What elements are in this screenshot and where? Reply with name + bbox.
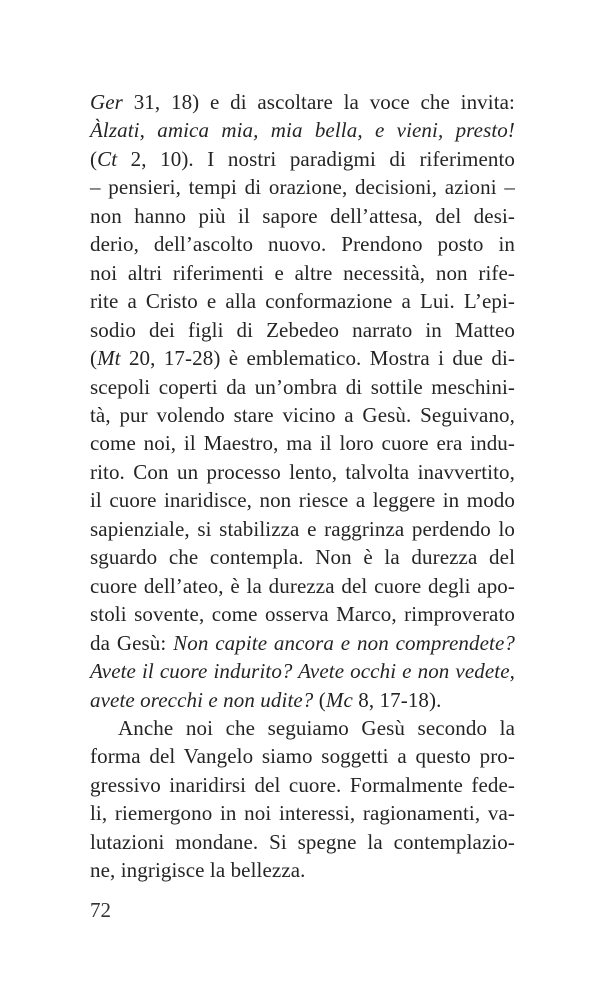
text-line — [90, 88, 515, 116]
text-segment: 2, 10). I nostri paradigmi di riferimento — [117, 146, 515, 171]
text-line — [90, 543, 515, 571]
text-segment: ( — [90, 346, 98, 371]
text-line — [90, 230, 515, 258]
text-line — [90, 259, 515, 287]
text-line — [90, 373, 515, 401]
text-segment: rito. Con un processo lento, talvolta inavvertito, — [90, 459, 515, 484]
text-line — [90, 429, 515, 457]
text-segment: Ct — [97, 146, 118, 171]
text-line — [90, 173, 515, 201]
text-line — [90, 401, 515, 429]
text-segment: gressivo inaridirsi del cuore. Formalmente fede- — [90, 772, 515, 797]
text-segment: ( — [313, 687, 326, 712]
text-segment: avete orecchi e non udite? — [90, 687, 314, 712]
text-segment: lutazioni mondane. Si spegne la contemplazio- — [90, 829, 515, 854]
text-line — [90, 828, 515, 856]
text-segment: sapienziale, si stabilizza e raggrinza perdendo lo — [90, 516, 515, 541]
text-line — [90, 856, 515, 884]
text-line — [90, 344, 515, 372]
text-segment: ne, ingrigisce la bellezza. — [90, 858, 306, 883]
text-segment: cuore dell’ateo, è la durezza del cuore degli apo- — [90, 573, 515, 598]
text-segment: ( — [90, 146, 98, 171]
text-segment: Mt — [97, 346, 121, 371]
text-segment: sodio dei figli di Zebedeo narrato in Matteo — [90, 317, 515, 342]
text-segment: sguardo che contempla. Non è la durezza del — [90, 545, 515, 570]
text-line — [90, 799, 515, 827]
text-segment: noi altri riferimenti e altre necessità, non rife- — [90, 260, 515, 285]
text-segment: li, riemergono in noi interessi, ragionamenti, va- — [90, 801, 515, 826]
text-line — [90, 572, 515, 600]
text-segment: come noi, il Maestro, ma il loro cuore era indu- — [90, 431, 515, 456]
text-segment: Anche noi che seguiamo Gesù secondo la — [118, 715, 515, 740]
text-line — [90, 600, 515, 628]
text-segment: il cuore inaridisce, non riesce a leggere in modo — [90, 488, 515, 513]
text-line — [90, 145, 515, 173]
text-segment: Non capite ancora e non comprendete? — [173, 630, 515, 655]
text-segment: 8, 17-18). — [352, 687, 442, 712]
text-line — [90, 287, 515, 315]
text-block — [90, 88, 515, 885]
text-segment: non hanno più il sapore dell’attesa, del desi- — [90, 203, 515, 228]
text-segment: Àlzati, amica mia, mia bella, e vieni, presto! — [90, 118, 515, 143]
text-segment: da Gesù: — [90, 630, 174, 655]
text-line — [90, 771, 515, 799]
text-line — [90, 316, 515, 344]
text-line — [90, 686, 515, 714]
page-number: 72 — [90, 898, 111, 922]
text-segment: derio, dell’ascolto nuovo. Prendono posto in — [90, 232, 515, 257]
text-segment: rite a Cristo e alla conformazione a Lui. L’epi- — [90, 289, 515, 314]
text-segment: 31, 18) e di ascoltare la voce che invita: — [122, 90, 515, 114]
text-segment: Mc — [325, 687, 353, 712]
text-segment: 20, 17-28) è emblematico. Mostra i due di- — [120, 346, 515, 371]
text-line — [90, 742, 515, 770]
text-line — [90, 629, 515, 657]
text-segment: Ger — [90, 90, 123, 114]
text-line — [90, 657, 515, 685]
text-line — [90, 202, 515, 230]
text-segment: forma del Vangelo siamo soggetti a questo pro- — [90, 744, 515, 769]
text-segment: tà, pur volendo stare vicino a Gesù. Seguivano, — [90, 402, 515, 427]
text-line — [90, 116, 515, 144]
text-segment: Avete il cuore indurito? Avete occhi e non vedete, — [90, 659, 515, 684]
text-line — [90, 458, 515, 486]
text-line — [90, 714, 515, 742]
text-line — [90, 515, 515, 543]
text-segment: – pensieri, tempi di orazione, decisioni, azioni – — [90, 175, 515, 200]
text-segment: scepoli coperti da un’ombra di sottile meschini- — [90, 374, 515, 399]
text-segment: stoli sovente, come osserva Marco, rimproverato — [90, 602, 515, 627]
text-line — [90, 486, 515, 514]
